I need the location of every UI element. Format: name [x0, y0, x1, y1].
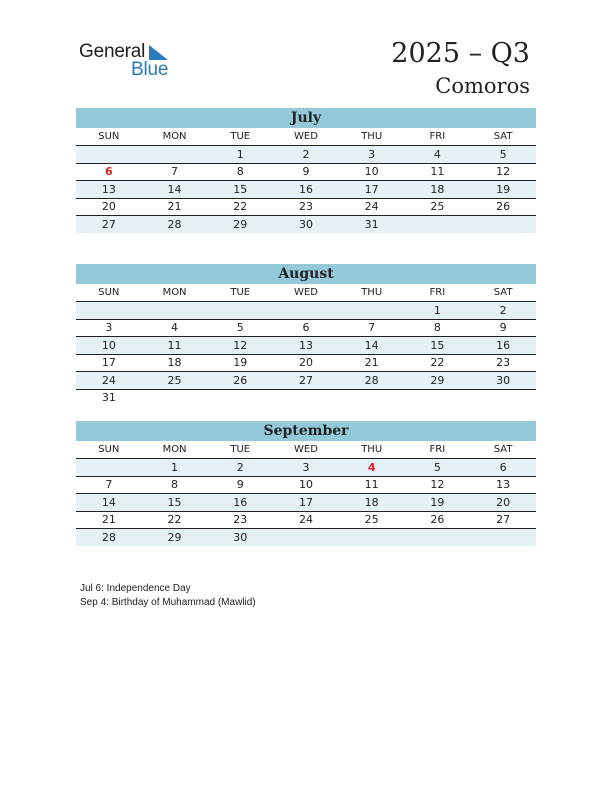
week-row — [76, 529, 536, 546]
day-cell: 16 — [470, 337, 536, 355]
day-cell: 27 — [273, 372, 339, 390]
day-cell: 3 — [339, 146, 405, 164]
week-row — [76, 181, 536, 199]
day-cell: 16 — [273, 181, 339, 199]
week-row — [76, 216, 536, 233]
weekday-label: TUE — [207, 284, 273, 302]
day-cell: 5 — [470, 146, 536, 164]
day-cell: 22 — [405, 354, 471, 372]
weekday-label: SUN — [76, 284, 142, 302]
day-cell: 21 — [76, 511, 142, 529]
day-cell: 3 — [76, 319, 142, 337]
day-cell: 31 — [339, 216, 405, 233]
day-cell: 13 — [470, 476, 536, 494]
day-cell: 14 — [339, 337, 405, 355]
day-cell: 1 — [405, 302, 471, 320]
week-row — [76, 494, 536, 512]
weekday-header-row — [76, 441, 536, 459]
day-cell: 14 — [142, 181, 208, 199]
day-cell: 15 — [207, 181, 273, 199]
weekday-label: WED — [273, 441, 339, 459]
day-cell: 27 — [76, 216, 142, 233]
weekday-label: SAT — [470, 128, 536, 146]
page-title: 2025 – Q3 — [391, 38, 530, 69]
day-cell: 12 — [470, 163, 536, 181]
day-cell: 15 — [142, 494, 208, 512]
week-row — [76, 476, 536, 494]
logo-text-blue: Blue — [131, 59, 169, 80]
month-grid — [76, 284, 536, 406]
day-cell: 30 — [470, 372, 536, 390]
weekday-label: THU — [339, 441, 405, 459]
empty-day-cell — [339, 529, 405, 546]
week-row — [76, 354, 536, 372]
week-row — [76, 337, 536, 355]
day-cell: 1 — [207, 146, 273, 164]
logo-text-general: General — [79, 41, 146, 62]
day-cell: 13 — [273, 337, 339, 355]
empty-day-cell — [76, 302, 142, 320]
day-cell: 9 — [470, 319, 536, 337]
day-cell: 22 — [142, 511, 208, 529]
empty-day-cell — [142, 302, 208, 320]
empty-day-cell — [76, 459, 142, 477]
day-cell: 19 — [207, 354, 273, 372]
month-calendar-july — [76, 108, 536, 233]
day-cell: 21 — [142, 198, 208, 216]
day-cell: 4 — [339, 459, 405, 477]
month-title: September — [76, 421, 536, 441]
week-row — [76, 302, 536, 320]
month-calendar-september — [76, 421, 536, 546]
day-cell: 11 — [142, 337, 208, 355]
day-cell: 30 — [273, 216, 339, 233]
empty-day-cell — [76, 146, 142, 164]
holiday-note: Sep 4: Birthday of Muhammad (Mawlid) — [80, 597, 256, 608]
day-cell: 7 — [339, 319, 405, 337]
day-cell: 14 — [76, 494, 142, 512]
day-cell: 24 — [339, 198, 405, 216]
empty-day-cell — [470, 529, 536, 546]
day-cell: 12 — [405, 476, 471, 494]
day-cell: 29 — [207, 216, 273, 233]
day-cell: 28 — [76, 529, 142, 546]
day-cell: 22 — [207, 198, 273, 216]
day-cell: 24 — [76, 372, 142, 390]
day-cell: 1 — [142, 459, 208, 477]
weekday-header-row — [76, 128, 536, 146]
month-title: August — [76, 264, 536, 284]
holiday-note: Jul 6: Independence Day — [80, 583, 191, 594]
day-cell: 3 — [273, 459, 339, 477]
weekday-label: TUE — [207, 128, 273, 146]
week-row — [76, 146, 536, 164]
empty-day-cell — [470, 389, 536, 406]
week-row — [76, 198, 536, 216]
day-cell: 23 — [273, 198, 339, 216]
day-cell: 24 — [273, 511, 339, 529]
empty-day-cell — [405, 389, 471, 406]
weekday-label: SAT — [470, 441, 536, 459]
day-cell: 6 — [76, 163, 142, 181]
month-grid — [76, 128, 536, 233]
country-name: Comoros — [435, 74, 530, 98]
weekday-label: FRI — [405, 128, 471, 146]
day-cell: 31 — [101, 391, 116, 405]
weekday-label: MON — [142, 441, 208, 459]
month-calendar-august — [76, 264, 536, 406]
day-cell: 17 — [339, 181, 405, 199]
day-cell: 13 — [76, 181, 142, 199]
month-title: July — [76, 108, 536, 128]
weekday-label: SUN — [76, 128, 142, 146]
day-cell: 9 — [207, 476, 273, 494]
day-cell: 26 — [470, 198, 536, 216]
empty-day-cell — [273, 389, 339, 406]
month-grid — [76, 441, 536, 546]
day-cell: 10 — [339, 163, 405, 181]
week-row — [76, 511, 536, 529]
weekday-label: WED — [273, 128, 339, 146]
day-cell: 21 — [339, 354, 405, 372]
day-cell: 19 — [470, 181, 536, 199]
day-cell: 29 — [405, 372, 471, 390]
empty-day-cell — [339, 302, 405, 320]
day-cell: 20 — [470, 494, 536, 512]
day-cell: 8 — [405, 319, 471, 337]
week-row — [76, 372, 536, 390]
general-blue-logo — [79, 40, 189, 82]
day-cell: 6 — [470, 459, 536, 477]
day-cell: 23 — [470, 354, 536, 372]
day-cell: 26 — [207, 372, 273, 390]
week-row — [76, 389, 536, 406]
week-row — [76, 319, 536, 337]
day-cell: 15 — [405, 337, 471, 355]
weekday-label: FRI — [405, 441, 471, 459]
day-cell: 25 — [405, 198, 471, 216]
day-cell: 4 — [142, 319, 208, 337]
day-cell: 18 — [339, 494, 405, 512]
day-cell: 28 — [142, 216, 208, 233]
weekday-label: THU — [339, 284, 405, 302]
holiday-notes — [80, 582, 256, 610]
day-cell: 23 — [207, 511, 273, 529]
empty-day-cell — [207, 302, 273, 320]
day-cell: 25 — [339, 511, 405, 529]
weekday-label: WED — [273, 284, 339, 302]
day-cell: 10 — [273, 476, 339, 494]
day-cell: 2 — [470, 302, 536, 320]
day-cell: 8 — [207, 163, 273, 181]
day-cell: 10 — [76, 337, 142, 355]
weekday-label: MON — [142, 128, 208, 146]
day-cell: 17 — [76, 354, 142, 372]
day-cell: 2 — [207, 459, 273, 477]
day-cell: 4 — [405, 146, 471, 164]
day-cell: 12 — [207, 337, 273, 355]
weekday-label: MON — [142, 284, 208, 302]
day-cell: 9 — [273, 163, 339, 181]
day-cell: 26 — [405, 511, 471, 529]
day-cell: 7 — [76, 476, 142, 494]
day-cell: 8 — [142, 476, 208, 494]
day-cell: 27 — [470, 511, 536, 529]
day-cell: 29 — [142, 529, 208, 546]
day-cell: 25 — [142, 372, 208, 390]
empty-day-cell — [207, 389, 273, 406]
day-cell: 2 — [273, 146, 339, 164]
day-cell: 11 — [405, 163, 471, 181]
empty-day-cell — [339, 389, 405, 406]
day-cell: 18 — [405, 181, 471, 199]
day-cell: 16 — [207, 494, 273, 512]
empty-day-cell — [142, 146, 208, 164]
week-row — [76, 163, 536, 181]
empty-day-cell — [273, 302, 339, 320]
day-cell: 30 — [207, 529, 273, 546]
day-cell: 11 — [339, 476, 405, 494]
day-cell: 18 — [142, 354, 208, 372]
weekday-label: THU — [339, 128, 405, 146]
empty-day-cell — [470, 216, 536, 233]
day-cell: 6 — [273, 319, 339, 337]
weekday-label: SUN — [76, 441, 142, 459]
weekday-label: FRI — [405, 284, 471, 302]
empty-day-cell — [405, 529, 471, 546]
weekday-header-row — [76, 284, 536, 302]
week-row — [76, 459, 536, 477]
empty-day-cell — [142, 389, 208, 406]
day-cell: 7 — [142, 163, 208, 181]
weekday-label: SAT — [470, 284, 536, 302]
day-cell: 17 — [273, 494, 339, 512]
day-cell: 5 — [207, 319, 273, 337]
day-cell: 20 — [273, 354, 339, 372]
empty-day-cell — [405, 216, 471, 233]
day-cell: 28 — [339, 372, 405, 390]
day-cell: 20 — [76, 198, 142, 216]
empty-day-cell — [273, 529, 339, 546]
weekday-label: TUE — [207, 441, 273, 459]
day-cell: 5 — [405, 459, 471, 477]
day-cell: 19 — [405, 494, 471, 512]
